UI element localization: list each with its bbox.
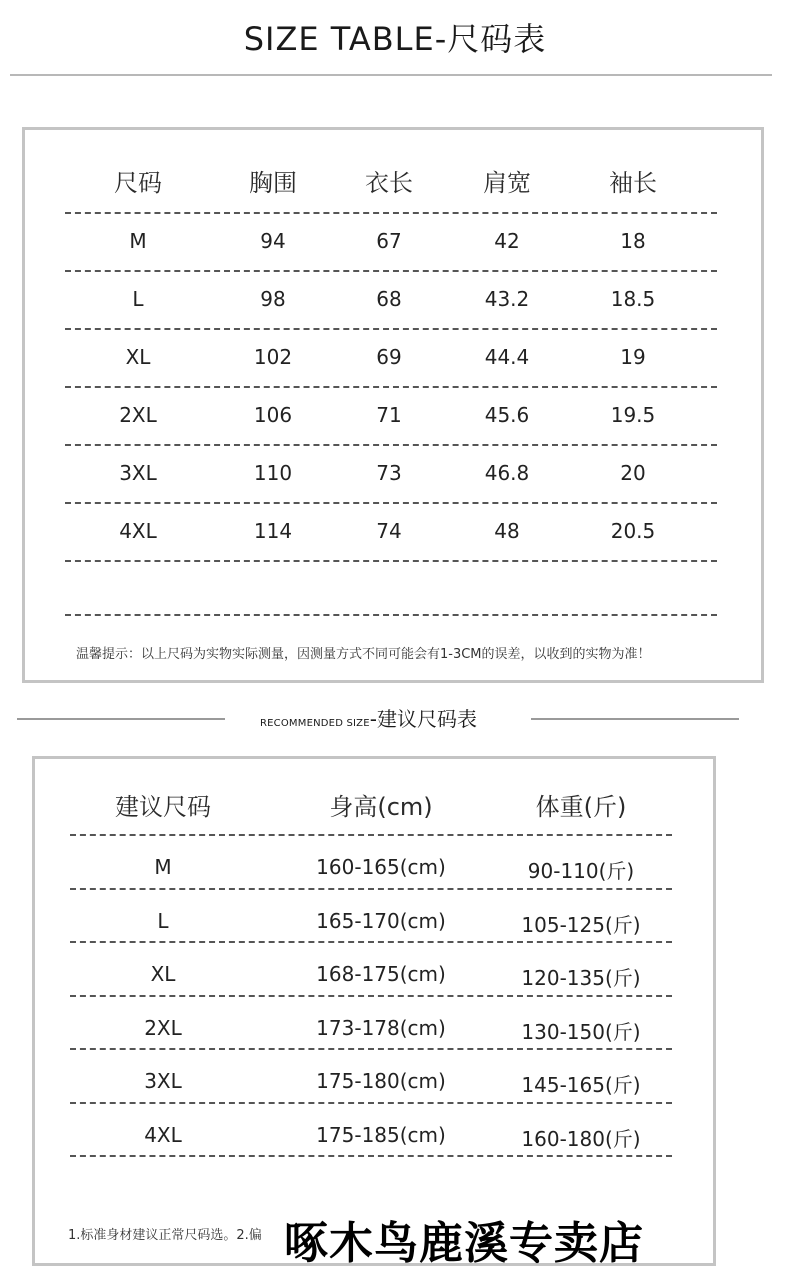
column-header: 尺码 bbox=[114, 169, 162, 197]
row-divider bbox=[70, 1155, 672, 1157]
table-cell: 20.5 bbox=[610, 519, 656, 543]
table-cell: 130-150(斤) bbox=[521, 1019, 641, 1044]
table-cell: 67 bbox=[376, 229, 402, 253]
table-cell: 4XL bbox=[119, 519, 157, 543]
table-cell: 20 bbox=[620, 461, 646, 485]
table-cell: M bbox=[129, 229, 147, 253]
row-divider bbox=[70, 1102, 672, 1104]
table-cell: 105-125(斤) bbox=[521, 912, 641, 937]
table-cell: 173-178(cm) bbox=[316, 1015, 446, 1040]
recommended-heading bbox=[0, 703, 790, 733]
table-cell: L bbox=[132, 287, 144, 311]
table-cell: 110 bbox=[253, 461, 293, 485]
heading-rule-right bbox=[531, 718, 739, 720]
table-cell: 145-165(斤) bbox=[521, 1073, 641, 1097]
table-cell: 18 bbox=[620, 229, 646, 253]
table-cell: 45.6 bbox=[484, 403, 530, 427]
store-watermark: 啄木鸟鹿溪专卖店 bbox=[284, 1218, 644, 1269]
table-cell: 3XL bbox=[144, 1069, 182, 1093]
row-divider bbox=[65, 270, 717, 272]
recommended-table bbox=[32, 756, 716, 1266]
table-cell: 69 bbox=[376, 345, 402, 369]
page-title: SIZE TABLE-尺码表 bbox=[243, 20, 547, 58]
table-cell: 2XL bbox=[119, 403, 157, 427]
column-header: 衣长 bbox=[365, 169, 413, 197]
table-cell: 3XL bbox=[119, 461, 157, 485]
table-cell: M bbox=[154, 855, 172, 879]
row-divider bbox=[70, 888, 672, 890]
table-cell: 19 bbox=[620, 345, 646, 369]
table-cell: 74 bbox=[376, 519, 402, 543]
table-cell: 165-170(cm) bbox=[316, 908, 446, 933]
row-divider bbox=[65, 386, 717, 388]
column-header: 胸围 bbox=[249, 169, 297, 197]
recommended-note: 1.标准身材建议正常尺码选。2.偏 bbox=[68, 1228, 262, 1243]
table-cell: 168-175(cm) bbox=[316, 962, 446, 986]
table-cell: 160-180(斤) bbox=[521, 1126, 641, 1151]
row-divider bbox=[70, 941, 672, 943]
table-cell: 90-110(斤) bbox=[527, 859, 635, 883]
table-cell: 102 bbox=[253, 345, 293, 369]
row-divider bbox=[65, 614, 717, 616]
column-header: 体重(斤) bbox=[535, 793, 627, 821]
table-cell: 106 bbox=[253, 403, 293, 427]
column-header: 袖长 bbox=[609, 169, 657, 197]
table-cell: 43.2 bbox=[484, 287, 530, 311]
size-table bbox=[22, 127, 764, 683]
column-header: 建议尺码 bbox=[115, 793, 211, 821]
title-divider bbox=[10, 74, 772, 76]
table-cell: 19.5 bbox=[610, 403, 656, 427]
table-cell: 44.4 bbox=[484, 345, 530, 369]
row-divider bbox=[65, 560, 717, 562]
table-cell: 114 bbox=[253, 519, 293, 543]
size-table-note: 温馨提示：以上尺码为实物实际测量，因测量方式不同可能会有1-3CM的误差，以收到的实物为准！ bbox=[76, 647, 651, 662]
table-cell: 160-165(cm) bbox=[316, 855, 446, 879]
table-cell: 42 bbox=[494, 229, 520, 253]
row-divider bbox=[70, 834, 672, 836]
row-divider bbox=[70, 1048, 672, 1050]
recommended-title bbox=[260, 703, 477, 732]
table-cell: 73 bbox=[376, 461, 402, 485]
table-cell: XL bbox=[125, 345, 151, 369]
table-cell: 175-180(cm) bbox=[316, 1069, 446, 1093]
table-cell: 94 bbox=[260, 229, 286, 253]
table-cell: 48 bbox=[494, 519, 520, 543]
row-divider bbox=[65, 212, 717, 214]
table-cell: 18.5 bbox=[610, 287, 656, 311]
table-cell: 2XL bbox=[144, 1015, 182, 1040]
table-cell: 46.8 bbox=[484, 461, 530, 485]
row-divider bbox=[65, 502, 717, 504]
table-cell: 98 bbox=[260, 287, 286, 311]
table-cell: 4XL bbox=[144, 1122, 182, 1147]
recommended-title-en: RECOMMENDED SIZE bbox=[260, 718, 370, 729]
heading-rule-left bbox=[17, 718, 225, 720]
table-cell: 120-135(斤) bbox=[521, 966, 641, 990]
table-cell: XL bbox=[150, 962, 176, 986]
table-cell: 175-185(cm) bbox=[316, 1122, 446, 1147]
column-header: 肩宽 bbox=[483, 169, 531, 197]
row-divider bbox=[65, 328, 717, 330]
table-cell: 71 bbox=[376, 403, 402, 427]
column-header: 身高(cm) bbox=[329, 793, 433, 821]
recommended-title-cn: -建议尺码表 bbox=[369, 707, 477, 731]
row-divider bbox=[70, 995, 672, 997]
row-divider bbox=[65, 444, 717, 446]
table-cell: 68 bbox=[376, 287, 402, 311]
table-cell: L bbox=[157, 908, 169, 933]
